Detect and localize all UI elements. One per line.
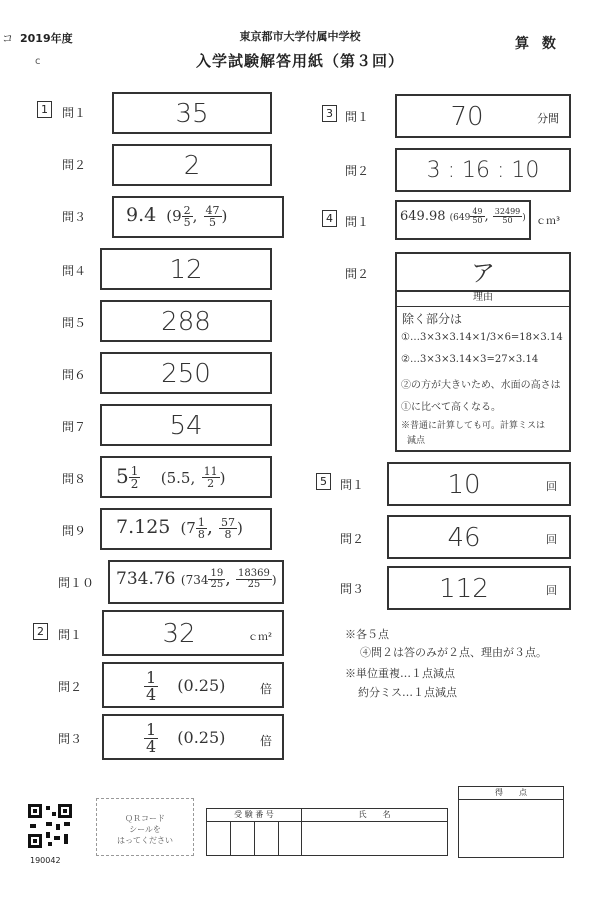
- reason-label-cell: [395, 291, 571, 307]
- answer-box-3-1[interactable]: [395, 94, 571, 138]
- answer-1-3: 9.4 (9 $\frac{2}{5}$ , $\frac{47}{5}$ ): [126, 203, 228, 229]
- q3-2-label: 問２: [345, 164, 370, 178]
- corner-mark: コ: [2, 32, 13, 45]
- answer-box-4-2[interactable]: [395, 252, 571, 292]
- answer-5-1-unit: 回: [546, 480, 557, 493]
- answer-1-2: 2: [183, 151, 201, 181]
- answer-2-1-unit: ｃｍ²: [247, 632, 272, 643]
- score-label: 得 点: [459, 787, 563, 800]
- note-2: ④問２は答のみが２点、理由が３点。: [360, 646, 547, 659]
- answer-1-4: 12: [169, 255, 203, 285]
- answer-4-1-unit: ｃｍ³: [536, 216, 561, 227]
- q2-2-label: 問２: [58, 680, 83, 694]
- answer-1-6: 250: [161, 359, 211, 389]
- q1-9-label: 問９: [62, 524, 87, 538]
- q1-8-label: 問８: [62, 472, 87, 486]
- answer-1-3-main: 9.4: [126, 204, 157, 226]
- answer-1-8: 5 $\frac{1}{2}$ (5.5, $\frac{11}{2}$ ): [116, 464, 226, 491]
- answer-3-1-unit: 分間: [537, 112, 559, 125]
- name-label: 氏 名: [302, 809, 447, 822]
- answer-box-1-6[interactable]: [100, 352, 272, 394]
- answer-box-1-8[interactable]: [100, 456, 272, 498]
- name-field[interactable]: [302, 808, 448, 856]
- reason-line-5: ①に比べて高くなる。: [401, 402, 501, 413]
- q3-1-label: 問１: [345, 110, 370, 124]
- small-mark: c: [35, 56, 41, 67]
- answer-box-2-3[interactable]: [102, 714, 284, 760]
- q4-2-label: 問２: [345, 267, 370, 281]
- answer-4-1: 649.98 (649 $\frac{49}{50}$ , $\frac{32499}{50}$ ): [400, 207, 526, 225]
- answer-5-3: 112: [439, 574, 489, 604]
- answer-1-7: 54: [169, 411, 203, 441]
- exam-number-grid[interactable]: [206, 808, 302, 856]
- answer-2-1: 32: [162, 619, 196, 649]
- q1-10-label: 問１０: [58, 576, 95, 590]
- page-title: 入学試験解答用紙（第３回）: [195, 52, 404, 70]
- answer-2-3-unit: 倍: [259, 734, 272, 748]
- answer-2-2-unit: 倍: [259, 682, 272, 696]
- answer-box-1-10[interactable]: [108, 560, 284, 604]
- reason-line-3: ②…3×3×3.14×3=27×3.14: [401, 354, 539, 365]
- section-5-marker: 5: [316, 473, 331, 490]
- answer-1-3-frac: $\frac{2}{5}$: [183, 203, 191, 229]
- exam-year: 2019年度: [20, 32, 73, 45]
- reason-line-2: ①…3×3×3.14×1/3×6=18×3.14: [401, 332, 563, 343]
- answer-box-1-5[interactable]: [100, 300, 272, 342]
- answer-box-5-3[interactable]: [387, 566, 571, 610]
- answer-box-5-2[interactable]: [387, 515, 571, 559]
- score-box: [458, 786, 564, 858]
- exam-code: 190042: [30, 856, 61, 865]
- exam-number-label: 受 験 番 号: [207, 809, 301, 822]
- reason-label: 理由: [473, 292, 493, 303]
- q1-5-label: 問５: [62, 316, 87, 330]
- answer-2-3: $\frac{1}{4}$ (0.25): [146, 720, 226, 756]
- answer-box-1-7[interactable]: [100, 404, 272, 446]
- reason-box[interactable]: [395, 306, 571, 452]
- answer-box-1-2[interactable]: [112, 144, 272, 186]
- q1-1-label: 問１: [62, 106, 87, 120]
- q2-1-label: 問１: [58, 628, 83, 642]
- answer-1-3-paren-int: (9: [166, 207, 182, 225]
- q1-2-label: 問２: [62, 158, 87, 172]
- answer-5-1: 10: [447, 470, 481, 500]
- answer-box-1-1[interactable]: [112, 92, 272, 134]
- section-4-marker: 4: [322, 210, 337, 227]
- section-3-marker: 3: [322, 105, 337, 122]
- q2-3-label: 問３: [58, 732, 83, 746]
- answer-1-10: 734.76 (734 $\frac{19}{25}$ , $\frac{18369}{25}$ ): [116, 568, 277, 590]
- qr-code: [26, 802, 74, 850]
- answer-1-5: 288: [161, 307, 211, 337]
- qr-sticker-area[interactable]: ＱＲコード シールを はってください: [96, 798, 194, 856]
- answer-1-9: 7.125 (7 $\frac{1}{8}$ , $\frac{57}{8}$ ): [116, 515, 243, 541]
- answer-box-1-3[interactable]: [112, 196, 284, 238]
- section-2-marker: 2: [33, 623, 48, 640]
- note-1: ※各５点: [345, 628, 389, 641]
- q1-7-label: 問７: [62, 420, 87, 434]
- reason-line-4: ②の方が大きいため、水面の高さは: [401, 380, 561, 391]
- answer-box-4-1[interactable]: [395, 200, 531, 240]
- answer-2-2: $\frac{1}{4}$ (0.25): [146, 668, 226, 704]
- answer-1-3-alt-frac: $\frac{47}{5}$: [205, 203, 220, 229]
- q4-1-label: 問１: [345, 215, 370, 229]
- section-1-marker: 1: [37, 101, 52, 118]
- answer-box-1-4[interactable]: [100, 248, 272, 290]
- answer-5-2: 46: [447, 523, 481, 553]
- answer-3-1: 70: [450, 102, 484, 132]
- q1-3-label: 問３: [62, 210, 87, 224]
- q5-1-label: 問１: [340, 478, 365, 492]
- answer-box-3-2[interactable]: [395, 148, 571, 192]
- answer-box-2-1[interactable]: [102, 610, 284, 656]
- q1-6-label: 問６: [62, 368, 87, 382]
- note-4: 約分ミス…１点減点: [358, 686, 457, 699]
- q1-4-label: 問４: [62, 264, 87, 278]
- reason-line-6: ※普通に計算しても可。計算ミスは: [401, 421, 546, 431]
- answer-box-1-9[interactable]: [100, 508, 272, 550]
- subject-label: 算 数: [515, 36, 560, 52]
- note-3: ※単位重複…１点減点: [345, 667, 455, 680]
- answer-box-2-2[interactable]: [102, 662, 284, 708]
- answer-5-2-unit: 回: [546, 533, 557, 546]
- answer-5-3-unit: 回: [546, 584, 557, 597]
- reason-line-1: 除く部分は: [402, 312, 463, 326]
- q5-2-label: 問２: [340, 532, 365, 546]
- answer-box-5-1[interactable]: [387, 462, 571, 506]
- answer-3-2: 3 : 16 : 10: [426, 158, 540, 183]
- reason-line-7: 減点: [407, 436, 426, 446]
- answer-1-1: 35: [175, 99, 209, 129]
- school-name: 東京都市大学付属中学校: [239, 30, 361, 43]
- answer-4-2: ア: [471, 259, 495, 287]
- q5-3-label: 問３: [340, 582, 365, 596]
